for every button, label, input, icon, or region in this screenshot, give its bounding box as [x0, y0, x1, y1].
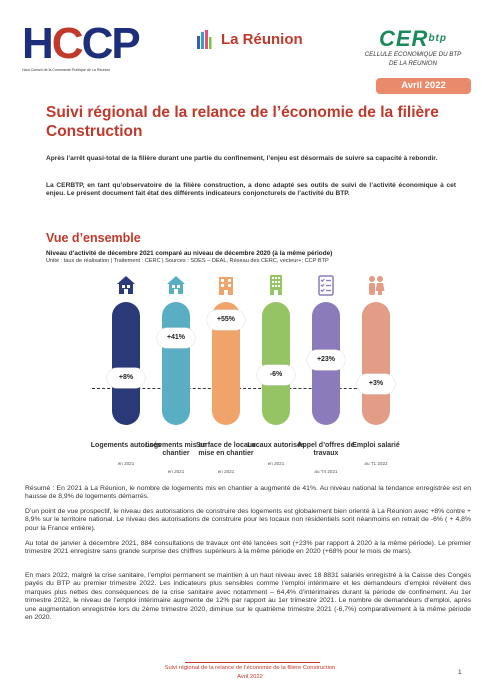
chart-period-note: au T4 2021	[314, 469, 338, 475]
hccp-logo	[22, 19, 142, 72]
cer-logo-mark: $CER^{btp}$	[379, 26, 447, 51]
chart-value-label: -6%	[257, 365, 295, 385]
chart-category-label: Locaux autorisés	[247, 442, 305, 449]
body-paragraph-3: Au total de janvier à décembre 2021, 884 consultations de travaux ont été lancées soit (+23% par rapport à 2020 à la même période). Le premier trimestre 2021 enregistre sans grande surprise des chiffres supérieurs à la même période en 2020 (+68% pour le mois de mars).	[25, 540, 471, 556]
hccp-letter: H	[22, 19, 52, 68]
chart-period-note: au T1 2022	[364, 460, 388, 466]
cer-subtitle-line2: DE LA REUNION	[389, 59, 437, 67]
region-label	[195, 28, 303, 50]
footer-title: Suivi régional de la relance de l’économie de la filière Construction	[164, 665, 336, 671]
checklist-icon	[316, 274, 336, 296]
footer-date: Avril 2022	[237, 674, 263, 680]
people-icon	[366, 274, 386, 296]
intro-paragraph-1: Après l’arrêt quasi-total de la filière durant une partie du confinement, l’enjeu est désormais de suivre sa capacité à rebondir.	[46, 155, 438, 162]
hccp-letter: C	[51, 19, 82, 68]
body-paragraph-4: En mars 2022, malgré la crise sanitaire, l’emploi permanent se maintien à un haut niveau avec 18 8831 salariés enregistré à la Caisse des Congés payés du BTP au premier trimestre 2022. Les indicateurs plus sensibles comme l’emploi intérimaire et les demandeurs d’emploi révèlent des marques plus nettes des conséquences de la crise sanitaire avec notamment – 64,4% d’intérimaires durant la période de confinement. Au 1er trimestre 2022, le niveau de l’emploi intérimaire augmente de 12% par rapport au 1er trimestre 2021. Le nombre de demandeurs d’emploi, après une augmentation enregistrée lors du 2ème trimestre 2020, diminue sur le quatrième trimestre 2021 (-6,7%) comparativement à la même période en 2020.	[25, 572, 471, 622]
hccp-logo-letters	[22, 19, 142, 68]
chart-period-note: en 2021	[217, 469, 235, 475]
chart-category-label: Surface de locaux mise en chantier	[196, 442, 256, 458]
chart-bar	[262, 302, 290, 425]
cer-subtitle-line1: CELLULE ECONOMIQUE DU BTP	[364, 51, 462, 58]
house-icon	[166, 274, 186, 296]
date-badge: Avril 2022	[376, 78, 471, 94]
chart-value-label: +55%	[207, 310, 245, 330]
chart-period-note: en 2021	[267, 460, 285, 466]
region-map-icon	[195, 28, 213, 50]
summary-paragraph: Résumé : En 2021 à La Réunion, le nombre de logements mis en chantier a augmenté de 41%. Au niveau national la tendance enregistrée est en hausse de 8,9% de logements démarrés.	[25, 485, 471, 501]
hccp-letter: P	[111, 19, 139, 68]
section-title: Vue d’ensemble	[46, 231, 141, 245]
hccp-letter: C	[81, 19, 112, 68]
office-building-icon	[266, 274, 286, 296]
building-icon	[216, 274, 236, 296]
chart-value-label: +41%	[157, 328, 195, 348]
chart-category-label: Appel d’offres de travaux	[297, 442, 355, 458]
chart-value-label: +8%	[107, 368, 145, 388]
page-title: Suivi régional de la relance de l’économie de la filière Construction	[46, 104, 439, 140]
cer-btp-logo	[352, 28, 474, 67]
chart-bar	[362, 302, 390, 425]
chart-period-note: en 2021	[167, 469, 185, 475]
chart-category-label: Logements mis en chantier	[145, 442, 207, 458]
chart-period-note: en 2021	[117, 460, 135, 466]
chart-category-label: Logements autorisés	[90, 442, 162, 449]
chart-bar	[162, 302, 190, 425]
house-icon	[116, 274, 136, 296]
chart-source: Unité : taux de réalisation | Traitement : CERC | Sources : SDES – DEAL, Réseau des CERC, vecteur+; CCP BTP	[46, 258, 329, 264]
chart-bar	[112, 302, 140, 425]
body-paragraph-2: D’un point de vue prospectif, le niveau des autorisations de construire des logements est globalement bien orienté à La Réunion avec +8% contre + 8,9% sur le territoire national. Le niveau des autorisations de construire pour les locaux non résidentiels sont néanmoins en retrait de -6% ( + 4,8% pour la France entière).	[25, 508, 471, 532]
hccp-subtitle: Haut Conseil de la Commande Publique de La Réunion	[22, 68, 111, 72]
chart-value-label: +3%	[357, 374, 395, 394]
chart-heading: Niveau d’activité de décembre 2021 comparé au niveau de décembre 2020 (à la même période)	[46, 250, 333, 257]
activity-chart	[0, 270, 496, 480]
footer-divider	[185, 662, 320, 663]
chart-value-label: +23%	[307, 350, 345, 370]
page-number: 1	[458, 669, 462, 676]
region-name: La Réunion	[221, 30, 303, 48]
chart-category-label: Emploi salarié	[352, 442, 400, 449]
intro-paragraph-2: La CERBTP, en tant qu’observatoire de la filière construction, a donc adapté ses outils de suivi de l’activité économique à cet enjeu. Le présent document fait état des différents indicateurs conjoncturels de l’activité du BTP.	[46, 182, 456, 198]
